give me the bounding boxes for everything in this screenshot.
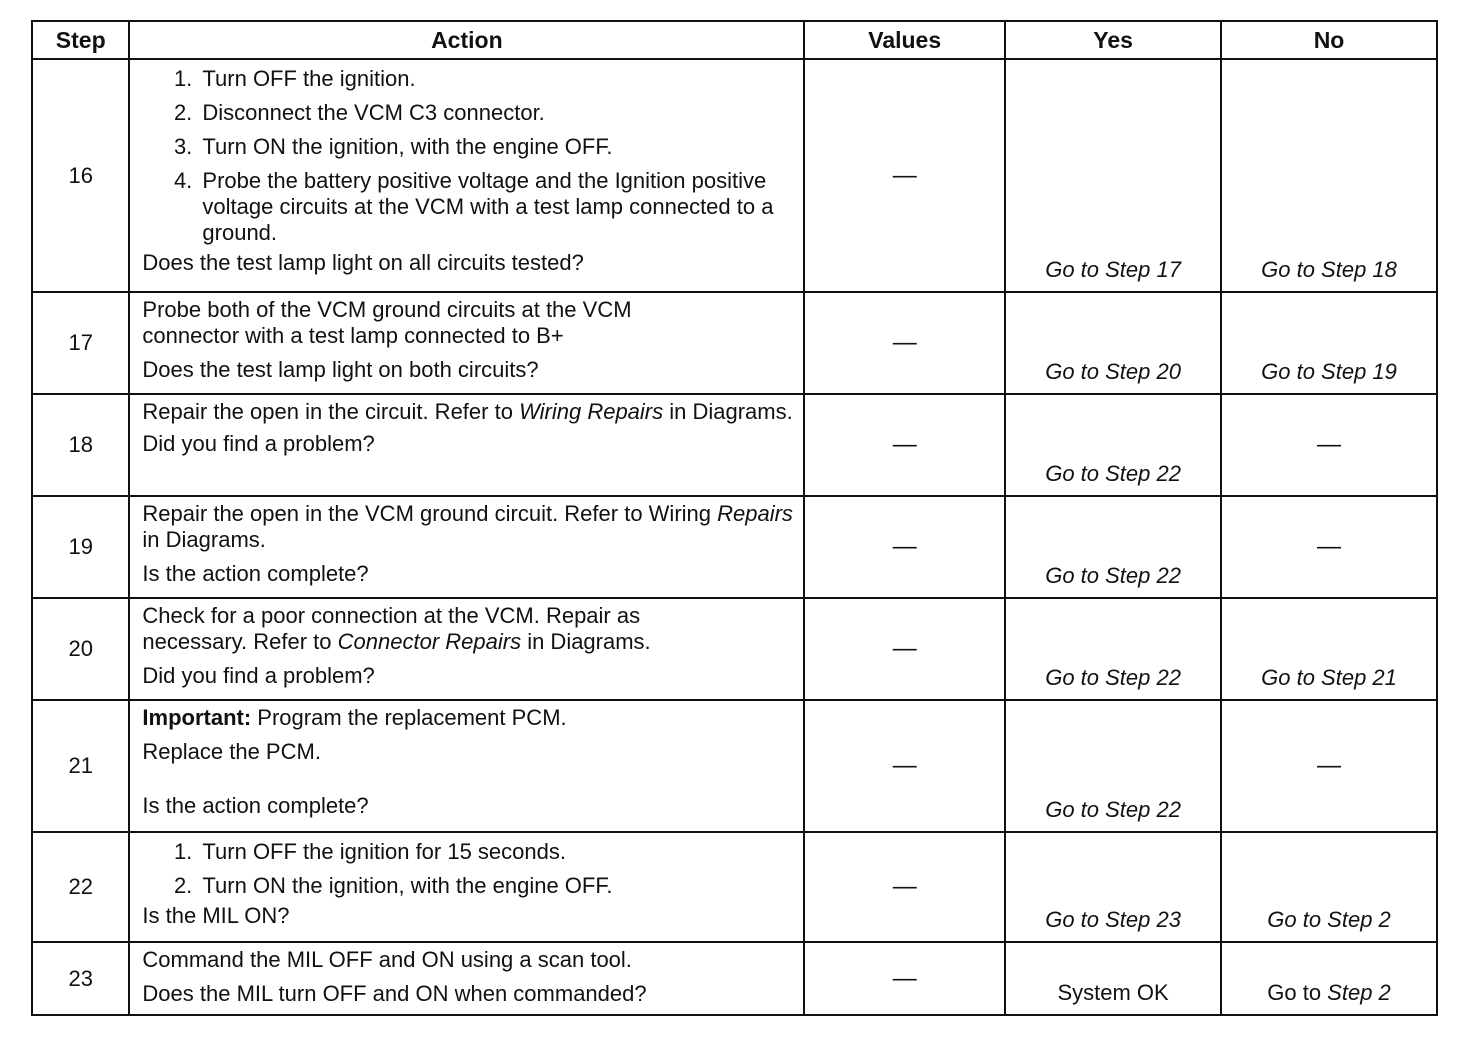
value-cell: — [804, 59, 1005, 292]
value-cell: — [804, 598, 1005, 700]
action-text [142, 603, 793, 655]
header-no: No [1221, 21, 1437, 59]
header-yes: Yes [1005, 21, 1221, 59]
no-cell: Go to Step 2 [1221, 832, 1437, 942]
header-values: Values [804, 21, 1005, 59]
list-item: 4. Probe the battery positive voltage and the Ignition positive voltage circuits at the VCM with a test lamp connected to a ground. [198, 168, 793, 246]
question-text: Does the MIL turn OFF and ON when commanded? [142, 981, 647, 1006]
question-text: Did you find a problem? [142, 663, 375, 688]
action-text-pre: Repair the open in the circuit. Refer to [142, 399, 520, 424]
value-cell: — [804, 394, 1005, 496]
action-text: Replace the PCM. [142, 739, 321, 764]
reference-link: Repairs [717, 501, 793, 526]
yes-cell: Go to Step 23 [1005, 832, 1221, 942]
action-text-post: in Diagrams. [142, 527, 266, 552]
question-text: Is the action complete? [142, 793, 369, 818]
step-number: 19 [32, 496, 129, 598]
list-item: 1. Turn OFF the ignition. [198, 66, 793, 92]
step-number: 16 [32, 59, 129, 292]
question-text: Does the test lamp light on both circuits? [142, 357, 539, 382]
step-number: 17 [32, 292, 129, 394]
header-row [32, 21, 1437, 59]
action-text-pre: Check for a poor connection at the VCM. Repair as necessary. Refer to [142, 603, 641, 654]
table-row [32, 496, 1437, 598]
no-cell [1221, 942, 1437, 1015]
important-text: Program the replacement PCM. [251, 705, 567, 730]
action-cell [129, 598, 804, 700]
yes-cell: Go to Step 22 [1005, 700, 1221, 832]
step-number: 18 [32, 394, 129, 496]
action-cell [129, 832, 804, 942]
important-note [142, 705, 793, 731]
action-text-post: in Diagrams. [521, 629, 651, 654]
list-item: 1. Turn OFF the ignition for 15 seconds. [198, 839, 793, 865]
table-row [32, 832, 1437, 942]
table-row [32, 700, 1437, 832]
question-text: Is the action complete? [142, 561, 369, 586]
action-cell [129, 496, 804, 598]
reference-link: Connector Repairs [337, 629, 522, 654]
table-row [32, 598, 1437, 700]
no-text-pre: Go to [1267, 980, 1328, 1005]
no-cell: — [1221, 700, 1437, 832]
action-text [142, 399, 793, 425]
no-cell: Go to Step 21 [1221, 598, 1437, 700]
action-text: Probe both of the VCM ground circuits at the VCM connector with a test lamp connected to B+ [142, 297, 632, 348]
yes-cell: System OK [1005, 942, 1221, 1015]
action-cell [129, 942, 804, 1015]
action-cell [129, 292, 804, 394]
table-row [32, 59, 1437, 292]
yes-cell: Go to Step 20 [1005, 292, 1221, 394]
reference-link: Wiring Repairs [519, 399, 664, 424]
list-item: 2. Disconnect the VCM C3 connector. [198, 100, 793, 126]
yes-cell: Go to Step 22 [1005, 394, 1221, 496]
yes-cell: Go to Step 17 [1005, 59, 1221, 292]
table-row [32, 292, 1437, 394]
action-text-pre: Repair the open in the VCM ground circuit. Refer to Wiring [142, 501, 718, 526]
list-item: 2. Turn ON the ignition, with the engine OFF. [198, 873, 793, 899]
list-item: 3. Turn ON the ignition, with the engine OFF. [198, 134, 793, 160]
step-number: 22 [32, 832, 129, 942]
action-cell [129, 59, 804, 292]
diagnostic-table [31, 20, 1438, 1016]
step-number: 21 [32, 700, 129, 832]
value-cell: — [804, 700, 1005, 832]
value-cell: — [804, 496, 1005, 598]
value-cell: — [804, 832, 1005, 942]
value-cell: — [804, 292, 1005, 394]
action-cell [129, 700, 804, 832]
question-text: Does the test lamp light on all circuits tested? [142, 250, 584, 275]
step-number: 20 [32, 598, 129, 700]
action-cell [129, 394, 804, 496]
table-row [32, 942, 1437, 1015]
yes-cell: Go to Step 22 [1005, 598, 1221, 700]
header-action: Action [129, 21, 804, 59]
value-cell: — [804, 942, 1005, 1015]
question-text: Did you find a problem? [142, 431, 375, 456]
action-text: Command the MIL OFF and ON using a scan tool. [142, 947, 632, 972]
yes-cell: Go to Step 22 [1005, 496, 1221, 598]
action-text-post: in Diagrams. [663, 399, 793, 424]
question-text: Is the MIL ON? [142, 903, 290, 928]
no-cell: — [1221, 394, 1437, 496]
no-cell: — [1221, 496, 1437, 598]
header-step: Step [32, 21, 129, 59]
important-label: Important: [142, 705, 252, 730]
no-text-em: Step 2 [1327, 980, 1391, 1005]
no-cell: Go to Step 18 [1221, 59, 1437, 292]
action-list [142, 839, 793, 899]
step-number: 23 [32, 942, 129, 1015]
action-text [142, 501, 793, 553]
no-cell: Go to Step 19 [1221, 292, 1437, 394]
table-row [32, 394, 1437, 496]
action-list [142, 66, 793, 246]
